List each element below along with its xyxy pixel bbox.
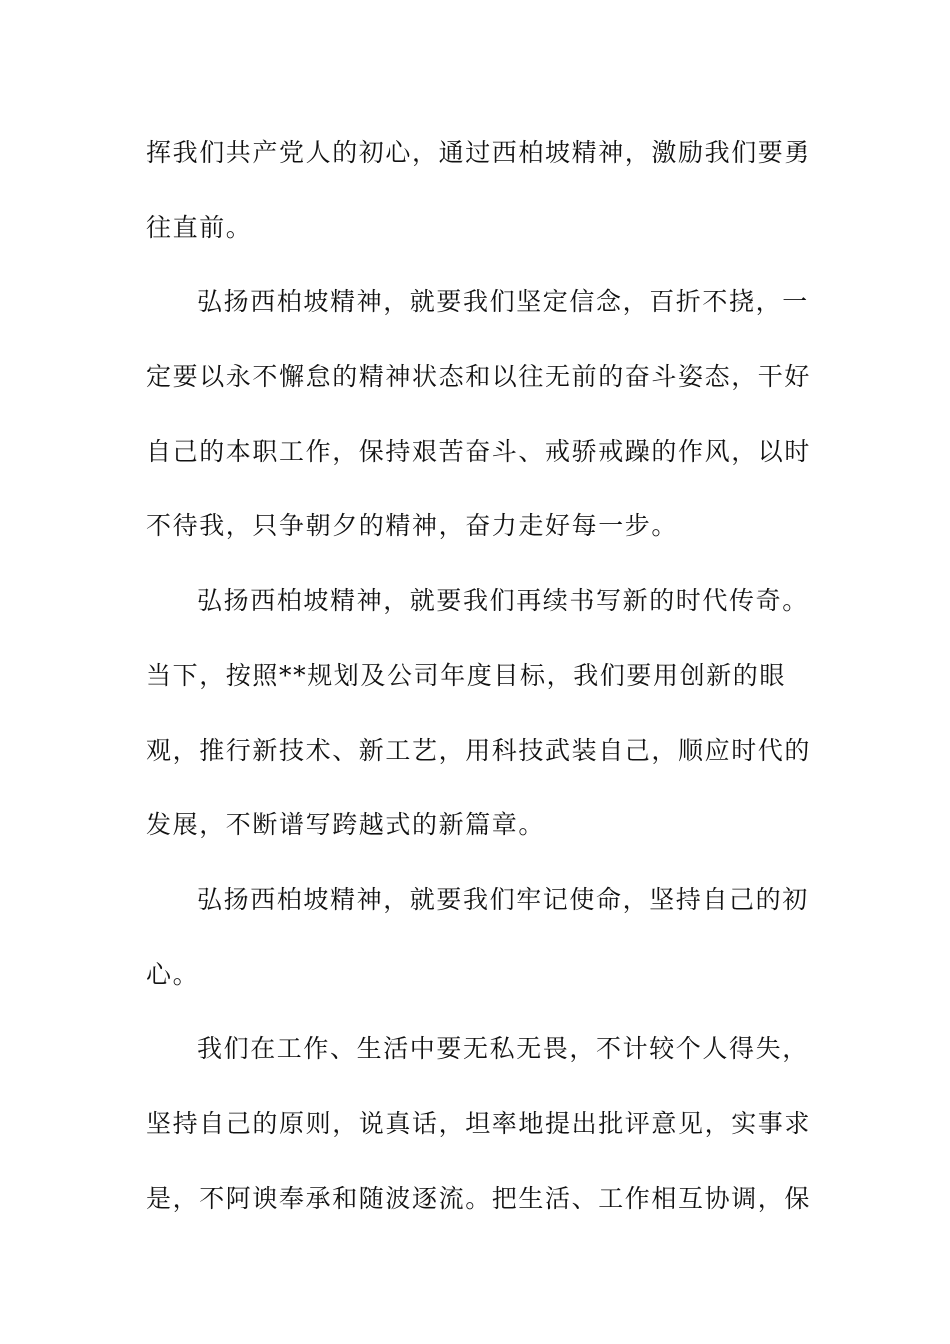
- paragraph-start-line: 弘扬西柏坡精神，就要我们牢记使命，坚持自己的初: [197, 884, 809, 914]
- text-line: 往直前。: [146, 212, 253, 242]
- text-line: 挥我们共产党人的初心，通过西柏坡精神，激励我们要勇: [146, 138, 812, 167]
- document-body: [146, 128, 812, 1248]
- text-line: 心。: [146, 959, 200, 989]
- text-line: 不待我，只争朝夕的精神，奋力走好每一步。: [146, 511, 679, 541]
- text-line: 观，推行新技术、新工艺，用科技武装自己，顺应时代的: [146, 735, 812, 765]
- paragraph-start-line: 弘扬西柏坡精神，就要我们坚定信念，百折不挠，一: [197, 287, 809, 317]
- text-line: 自己的本职工作，保持艰苦奋斗、戒骄戒躁的作风，以时: [146, 436, 812, 466]
- paragraph-start-line: 弘扬西柏坡精神，就要我们再续书写新的时代传奇。: [197, 586, 809, 616]
- text-line: 当下，按照**规划及公司年度目标，我们要用创新的眼: [146, 660, 787, 690]
- text-line: 发展，不断谱写跨越式的新篇章。: [146, 810, 546, 840]
- paragraph-start-line: 我们在工作、生活中要无私无畏，不计较个人得失，: [197, 1034, 809, 1064]
- text-line: 坚持自己的原则，说真话，坦率地提出批评意见，实事求: [146, 1108, 812, 1138]
- text-line: 是，不阿谀奉承和随波逐流。把生活、工作相互协调，保: [146, 1183, 812, 1213]
- text-line: 定要以永不懈怠的精神状态和以往无前的奋斗姿态，干好: [146, 362, 812, 392]
